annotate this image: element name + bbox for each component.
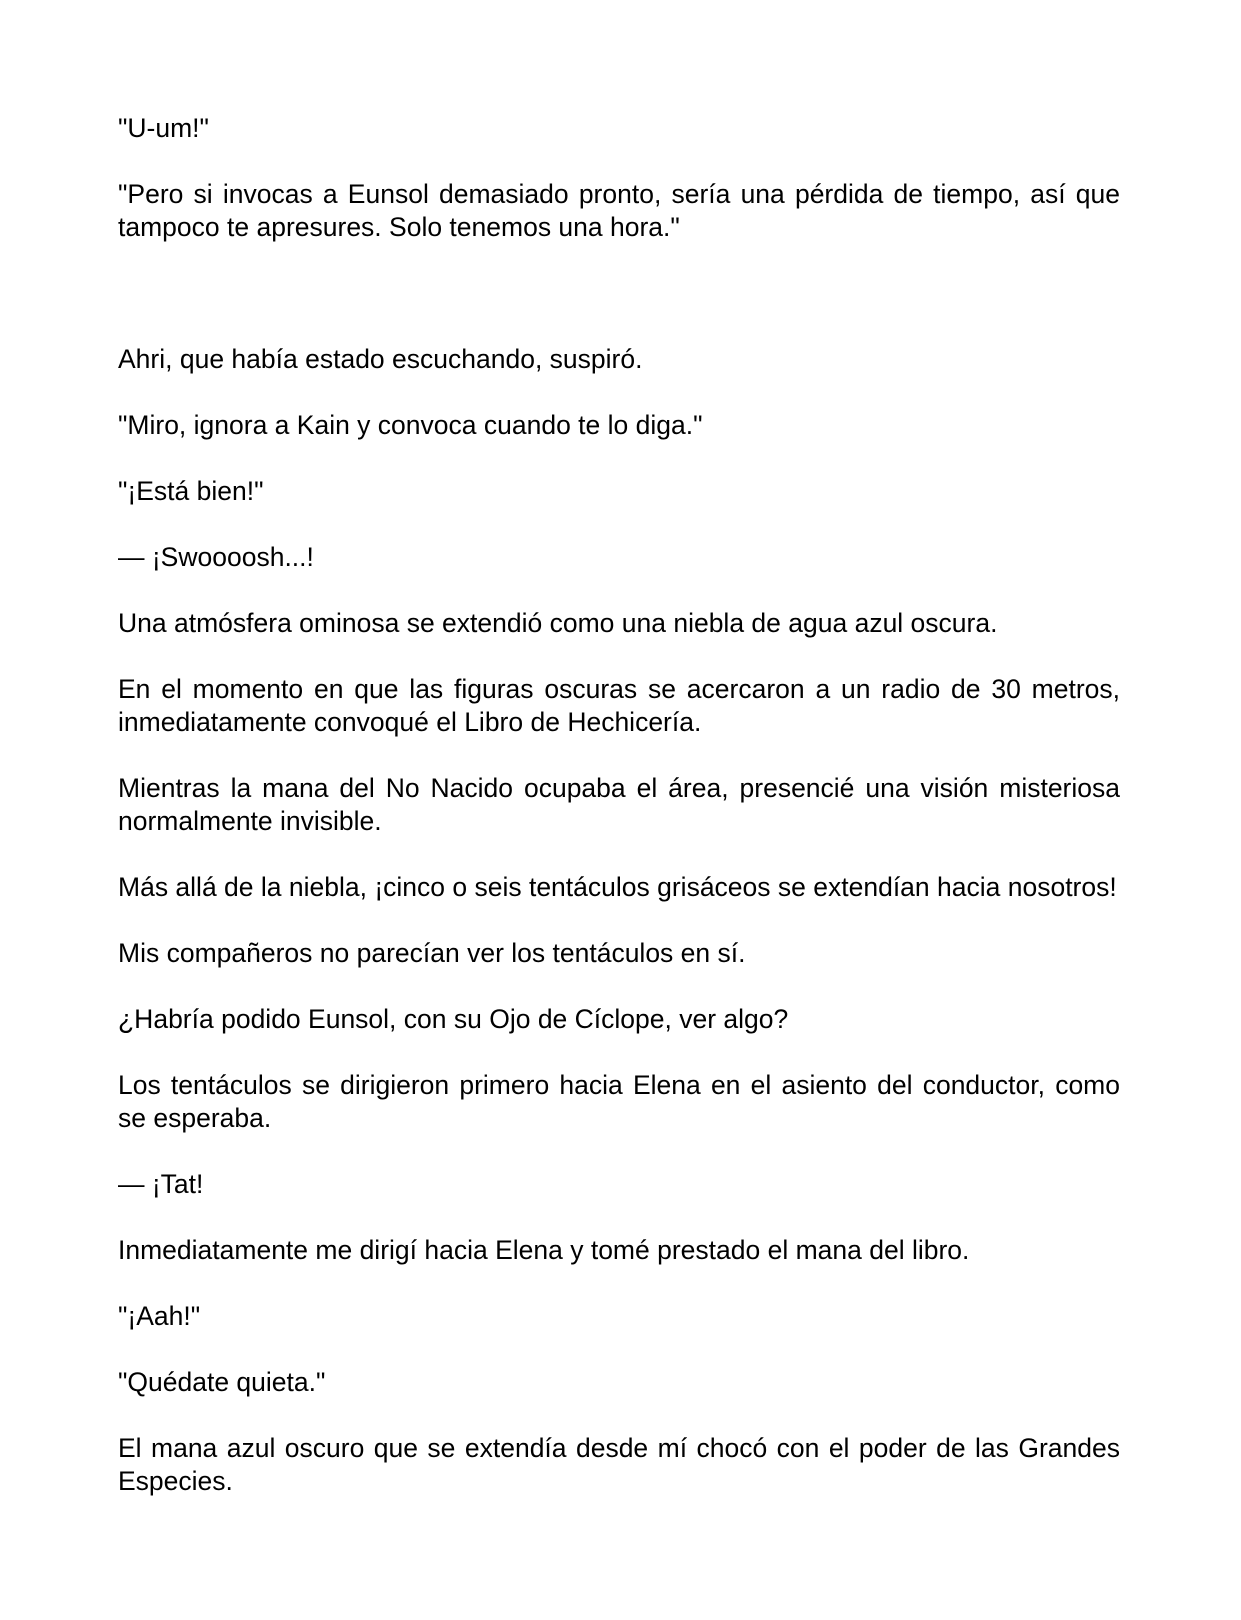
paragraph: — ¡Tat! (118, 1169, 204, 1199)
paragraph: "¡Aah!" (118, 1301, 201, 1331)
paragraph: "¡Está bien!" (118, 476, 264, 506)
paragraph: — ¡Swoooosh...! (118, 542, 314, 572)
paragraph: Ahri, que había estado escuchando, suspiró. (118, 344, 643, 374)
paragraph: El mana azul oscuro que se extendía desde mí chocó con el poder de las Grandes Especies. (118, 1433, 1120, 1496)
paragraph: Más allá de la niebla, ¡cinco o seis tentáculos grisáceos se extendían hacia nosotros! (118, 872, 1117, 902)
paragraph: "Quédate quieta." (118, 1367, 326, 1397)
paragraph: En el momento en que las figuras oscuras se acercaron a un radio de 30 metros, inmediatamente convoqué el Libro de Hechicería. (118, 674, 1120, 737)
paragraph: "U-um!" (118, 113, 209, 143)
paragraph: Mientras la mana del No Nacido ocupaba el área, presencié una visión misteriosa normalmente invisible. (118, 773, 1120, 836)
paragraph: Mis compañeros no parecían ver los tentáculos en sí. (118, 938, 746, 968)
paragraph: "Miro, ignora a Kain y convoca cuando te lo diga." (118, 410, 703, 440)
paragraph: "Pero si invocas a Eunsol demasiado pronto, sería una pérdida de tiempo, así que tampoco te apresures. Solo tenemos una hora." (118, 179, 1120, 242)
paragraph: Los tentáculos se dirigieron primero hacia Elena en el asiento del conductor, como se esperaba. (118, 1070, 1120, 1133)
paragraph: Una atmósfera ominosa se extendió como una niebla de agua azul oscura. (118, 608, 998, 638)
paragraph: Inmediatamente me dirigí hacia Elena y tomé prestado el mana del libro. (118, 1235, 970, 1265)
document-page (118, 112, 1120, 1531)
paragraph: ¿Habría podido Eunsol, con su Ojo de Cíclope, ver algo? (118, 1004, 789, 1034)
